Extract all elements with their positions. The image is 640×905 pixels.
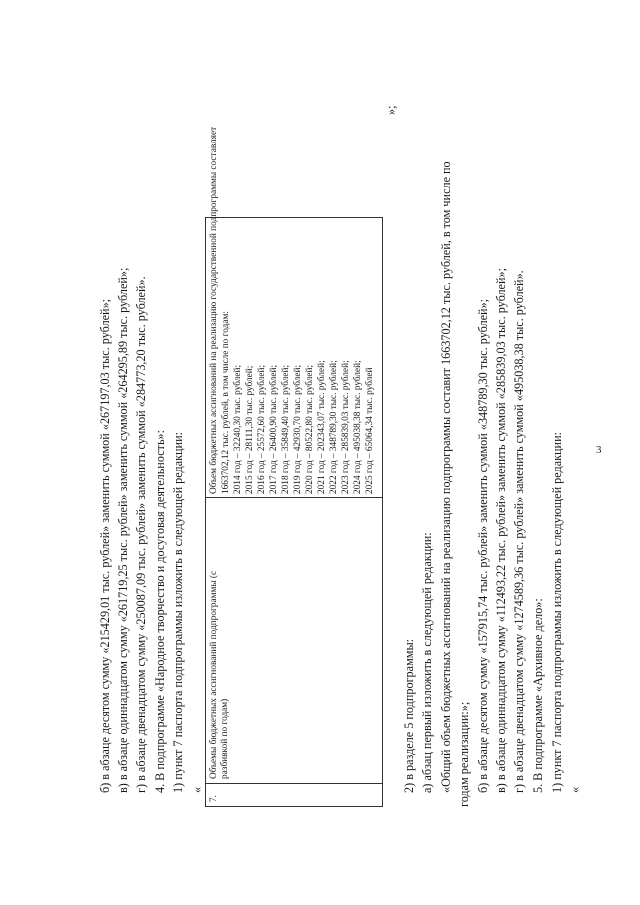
passport-table (205, 126, 383, 807)
year-line: 2025 год – 65064,34 тыс. рублей (365, 367, 375, 494)
amendment-line: в) в абзаце одиннадцатом сумму «261719,25 тыс. рублей» заменить суммой «264295,89 тыс. рублей»; (116, 267, 130, 793)
table-closing-quote: »; (384, 105, 398, 115)
amendment-line: б) в абзаце десятом сумму «215429,01 тыс. рублей» заменить суммой «267197,03 тыс. рублей»; (98, 298, 112, 793)
row-number: 7. (209, 795, 219, 802)
page-number: 3 (596, 444, 602, 456)
section-heading: 4. В подпрограмме «Народное творчество и досуговая деятельность»: (153, 430, 167, 793)
year-line: 2020 год – 80522,80 тыс. рублей; (305, 364, 315, 494)
section-heading: 5. В подпрограмме «Архивное дело»: (531, 598, 545, 793)
row-label: Объемы бюджетных ассигнований подпрограммы (с (209, 570, 219, 779)
year-line: 2023 год – 285839,03 тыс. рублей; (341, 360, 351, 494)
year-line: 2019 год – 42930,70 тыс. рублей; (293, 364, 303, 494)
year-line: 2015 год – 28111,30 тыс. рублей; (245, 365, 255, 494)
column-divider (206, 497, 382, 498)
amendment-line: б) в абзаце десятом сумму «157915,74 тыс. рублей» заменить суммой «348789,30 тыс. рублей»; (476, 298, 490, 793)
amendment-line: в) в абзаце одиннадцатом сумму «112493,22 тыс. рублей» заменить суммой «285839,03 тыс. рублей»; (494, 268, 508, 793)
column-divider (206, 783, 382, 784)
content-line: 1663702,12 тыс. рублей, в том числе по годам: (221, 311, 231, 494)
open-quote: « (190, 786, 204, 793)
year-line: 2016 год – 25572,60 тыс. рублей; (257, 364, 267, 494)
amendment-line: 2) в разделе 5 подпрограммы: (402, 638, 416, 793)
amendment-line: г) в абзаце двенадцатом сумму «1274589,36 тыс. рублей» заменить суммой «495038,38 тыс. рублей». (512, 270, 526, 793)
amendment-line: а) абзац первый изложить в следующей редакции: (420, 532, 434, 793)
row-label: разбивкой по годам) (220, 698, 230, 779)
year-line: 2021 год – 202343,07 тыс. рублей; (317, 360, 327, 494)
year-line: 2017 год – 26400,90 тыс. рублей; (269, 364, 279, 494)
year-line: 2024 год – 495038,38 тыс. рублей; (353, 360, 363, 494)
year-line: 2022 год – 348789,30 тыс. рублей; (329, 360, 339, 494)
amendment-line: г) в абзаце двенадцатом сумму «250087,09 тыс. рублей» заменить суммой «284773,20 тыс. рублей». (134, 276, 148, 793)
year-line: 2014 год – 32240,30 тыс. рублей; (233, 364, 243, 494)
amendment-line: 1) пункт 7 паспорта подпрограммы изложить в следующей редакции: (171, 432, 185, 793)
year-line: 2018 год – 35849,40 тыс. рублей; (281, 364, 291, 494)
open-quote: « (568, 786, 582, 793)
content-line: Объем бюджетных ассигнований на реализацию государственной подпрограммы составляет (209, 126, 219, 494)
amendment-line: «Общий объем бюджетных ассигнований на реализацию подпрограммы составит 1663702,12 тыс. рублей, в том числе по (439, 161, 453, 793)
amendment-line: 1) пункт 7 паспорта подпрограммы изложить в следующей редакции: (550, 432, 564, 793)
amendment-line: годам реализации:»; (457, 701, 471, 807)
